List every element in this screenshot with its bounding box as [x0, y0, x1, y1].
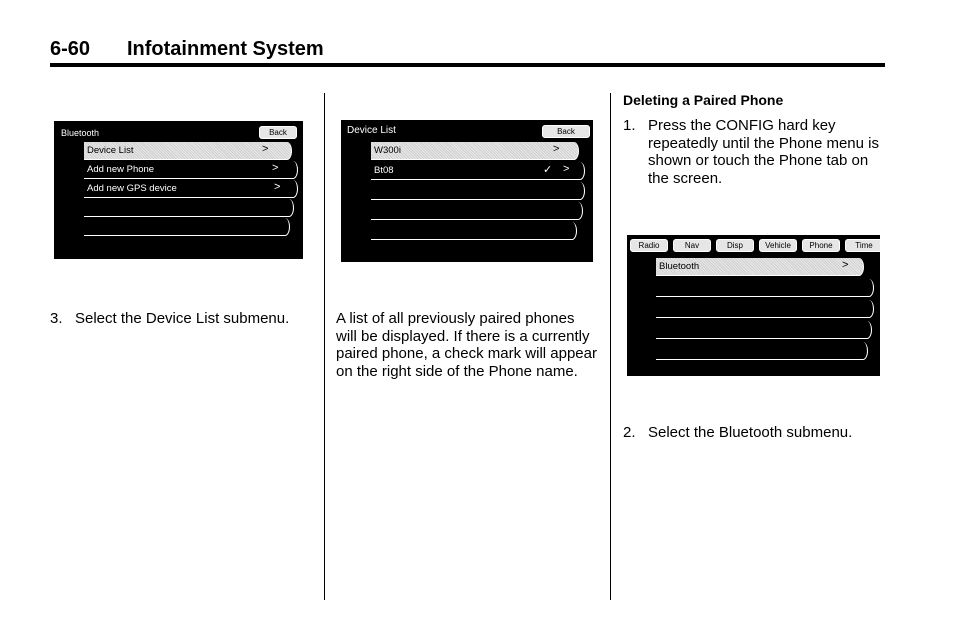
page-number: 6-60: [50, 38, 91, 60]
menu-item-label: Add new GPS device: [87, 183, 177, 194]
menu-item-empty: [656, 342, 868, 360]
chevron-right-icon: >: [272, 162, 279, 174]
device-list-screen: [341, 120, 593, 262]
column-divider-1: [324, 93, 325, 600]
device-item-empty: [371, 182, 585, 200]
chevron-right-icon: >: [563, 163, 570, 175]
menu-item-bluetooth[interactable]: [656, 258, 864, 276]
chevron-right-icon: >: [274, 181, 281, 193]
menu-item-label: Bluetooth: [659, 261, 700, 272]
tab-disp[interactable]: Disp: [716, 239, 754, 252]
step-number: 3.: [50, 310, 63, 327]
tab-phone[interactable]: Phone: [802, 239, 840, 252]
tab-nav[interactable]: Nav: [673, 239, 711, 252]
section-heading: Deleting a Paired Phone: [623, 92, 784, 108]
menu-item-empty: [656, 279, 874, 297]
screen-title: Device List: [347, 125, 396, 136]
phone-menu-screen: [627, 235, 880, 376]
menu-item-empty: [656, 321, 872, 339]
header-rule: [50, 63, 885, 67]
device-item-w300i[interactable]: [371, 142, 579, 160]
back-button[interactable]: Back: [542, 125, 590, 138]
device-name: W300i: [374, 145, 401, 156]
device-name: Bt08: [374, 165, 394, 176]
paired-phones-paragraph: A list of all previously paired phones will be displayed. If there is a currently paired phone, a check mark will appear on the right side of the Phone name.: [336, 310, 597, 380]
menu-item-empty: [656, 300, 874, 318]
step-number: 2.: [623, 424, 636, 441]
tab-vehicle[interactable]: Vehicle: [759, 239, 797, 252]
step-text: Select the Bluetooth submenu.: [648, 424, 853, 441]
menu-item-empty: [84, 218, 290, 236]
section-title: Infotainment System: [127, 38, 324, 60]
menu-item-add-new-phone[interactable]: [84, 161, 298, 179]
menu-item-device-list[interactable]: [84, 142, 292, 160]
step-number: 1.: [623, 117, 636, 134]
step-text: Select the Device List submenu.: [75, 310, 290, 327]
menu-item-empty: [84, 199, 294, 217]
menu-item-label: Device List: [87, 145, 134, 156]
tab-time[interactable]: Time: [845, 239, 880, 252]
device-item-empty: [371, 202, 583, 220]
check-mark-icon: ✓: [543, 164, 553, 176]
menu-tabs: [630, 239, 880, 252]
chevron-right-icon: >: [553, 143, 560, 155]
back-button[interactable]: Back: [259, 126, 297, 139]
chevron-right-icon: >: [262, 143, 269, 155]
menu-item-add-new-gps-device[interactable]: [84, 180, 298, 198]
screen-title: Bluetooth: [61, 128, 100, 138]
column-divider-2: [610, 93, 611, 600]
tab-radio[interactable]: Radio: [630, 239, 668, 252]
menu-item-label: Add new Phone: [87, 164, 155, 175]
device-item-empty: [371, 222, 577, 240]
bluetooth-menu-screen: [54, 121, 303, 259]
device-item-bt08[interactable]: [371, 162, 585, 180]
chevron-right-icon: >: [842, 259, 849, 271]
step-text: Press the CONFIG hard key repeatedly until the Phone menu is shown or touch the Phone tab on the screen.: [648, 117, 879, 187]
